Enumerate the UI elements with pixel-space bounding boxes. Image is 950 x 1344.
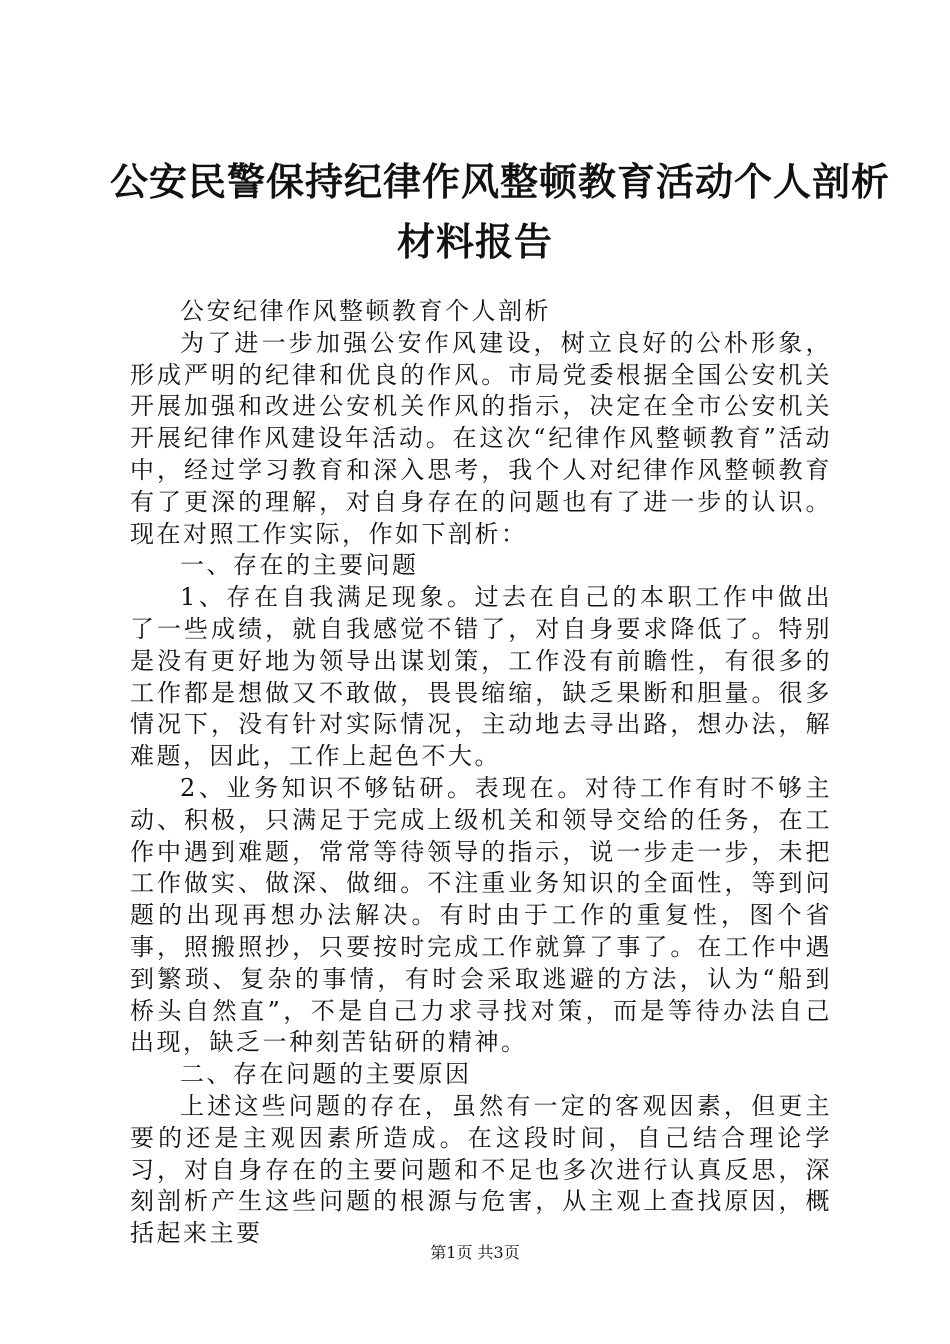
document-title-line-1: 公安民警保持纪律作风整顿教育活动个人剖析 — [110, 159, 891, 204]
paragraph-problem-1: 1、存在自我满足现象。过去在自己的本职工作中做出了一些成绩，就自我感觉不错了，对自身要求降低了。特别是没有更好地为领导出谋划策，工作没有前瞻性，有很多的工作都是想做又不敢做，畏畏缩缩，缺乏果断和胆量。很多情况下，没有针对实际情况，主动地去寻出路，想办法，解难题，因此，工作上起色不大。 — [130, 583, 832, 771]
paragraph-problem-2: 2、业务知识不够钻研。表现在。对待工作有时不够主动、积极，只满足于完成上级机关和领导交给的任务，在工作中遇到难题，常常等待领导的指示，说一步走一步，未把工作做实、做深、做细。不注重业务知识的全面性，等到问题的出现再想办法解决。有时由于工作的重复性，图个省事，照搬照抄，只要按时完成工作就算了事了。在工作中遇到繁琐、复杂的事情，有时会采取逃避的方法，认为“船到桥头自然直”，不是自己力求寻找对策，而是等待办法自己出现，缺乏一种刻苦钻研的精神。 — [130, 773, 832, 1057]
paragraph-causes: 上述这些问题的存在，虽然有一定的客观因素，但更主要的还是主观因素所造成。在这段时间，自己结合理论学习，对自身存在的主要问题和不足也多次进行认真反思，深刻剖析产生这些问题的根源与危害，从主观上查找原因，概括起来主要 — [130, 1091, 832, 1248]
page-number-footer: 第1页 共3页 — [430, 1243, 520, 1262]
section-heading-2: 二、存在问题的主要原因 — [180, 1060, 472, 1089]
document-title-line-2: 材料报告 — [396, 219, 553, 264]
paragraph-subtitle: 公安纪律作风整顿教育个人剖析 — [180, 297, 551, 325]
document-body — [130, 296, 832, 1250]
section-heading-1: 一、存在的主要问题 — [180, 551, 419, 580]
paragraph-intro: 为了进一步加强公安作风建设，树立良好的公朴形象，形成严明的纪律和优良的作风。市局党委根据全国公安机关开展加强和改进公安机关作风的指示，决定在全市公安机关开展纪律作风建设年活动。在这次“纪律作风整顿教育”活动中，经过学习教育和深入思考，我个人对纪律作风整顿教育有了更深的理解，对自身存在的问题也有了进一步的认识。现在对照工作实际，作如下剖析： — [130, 328, 832, 548]
